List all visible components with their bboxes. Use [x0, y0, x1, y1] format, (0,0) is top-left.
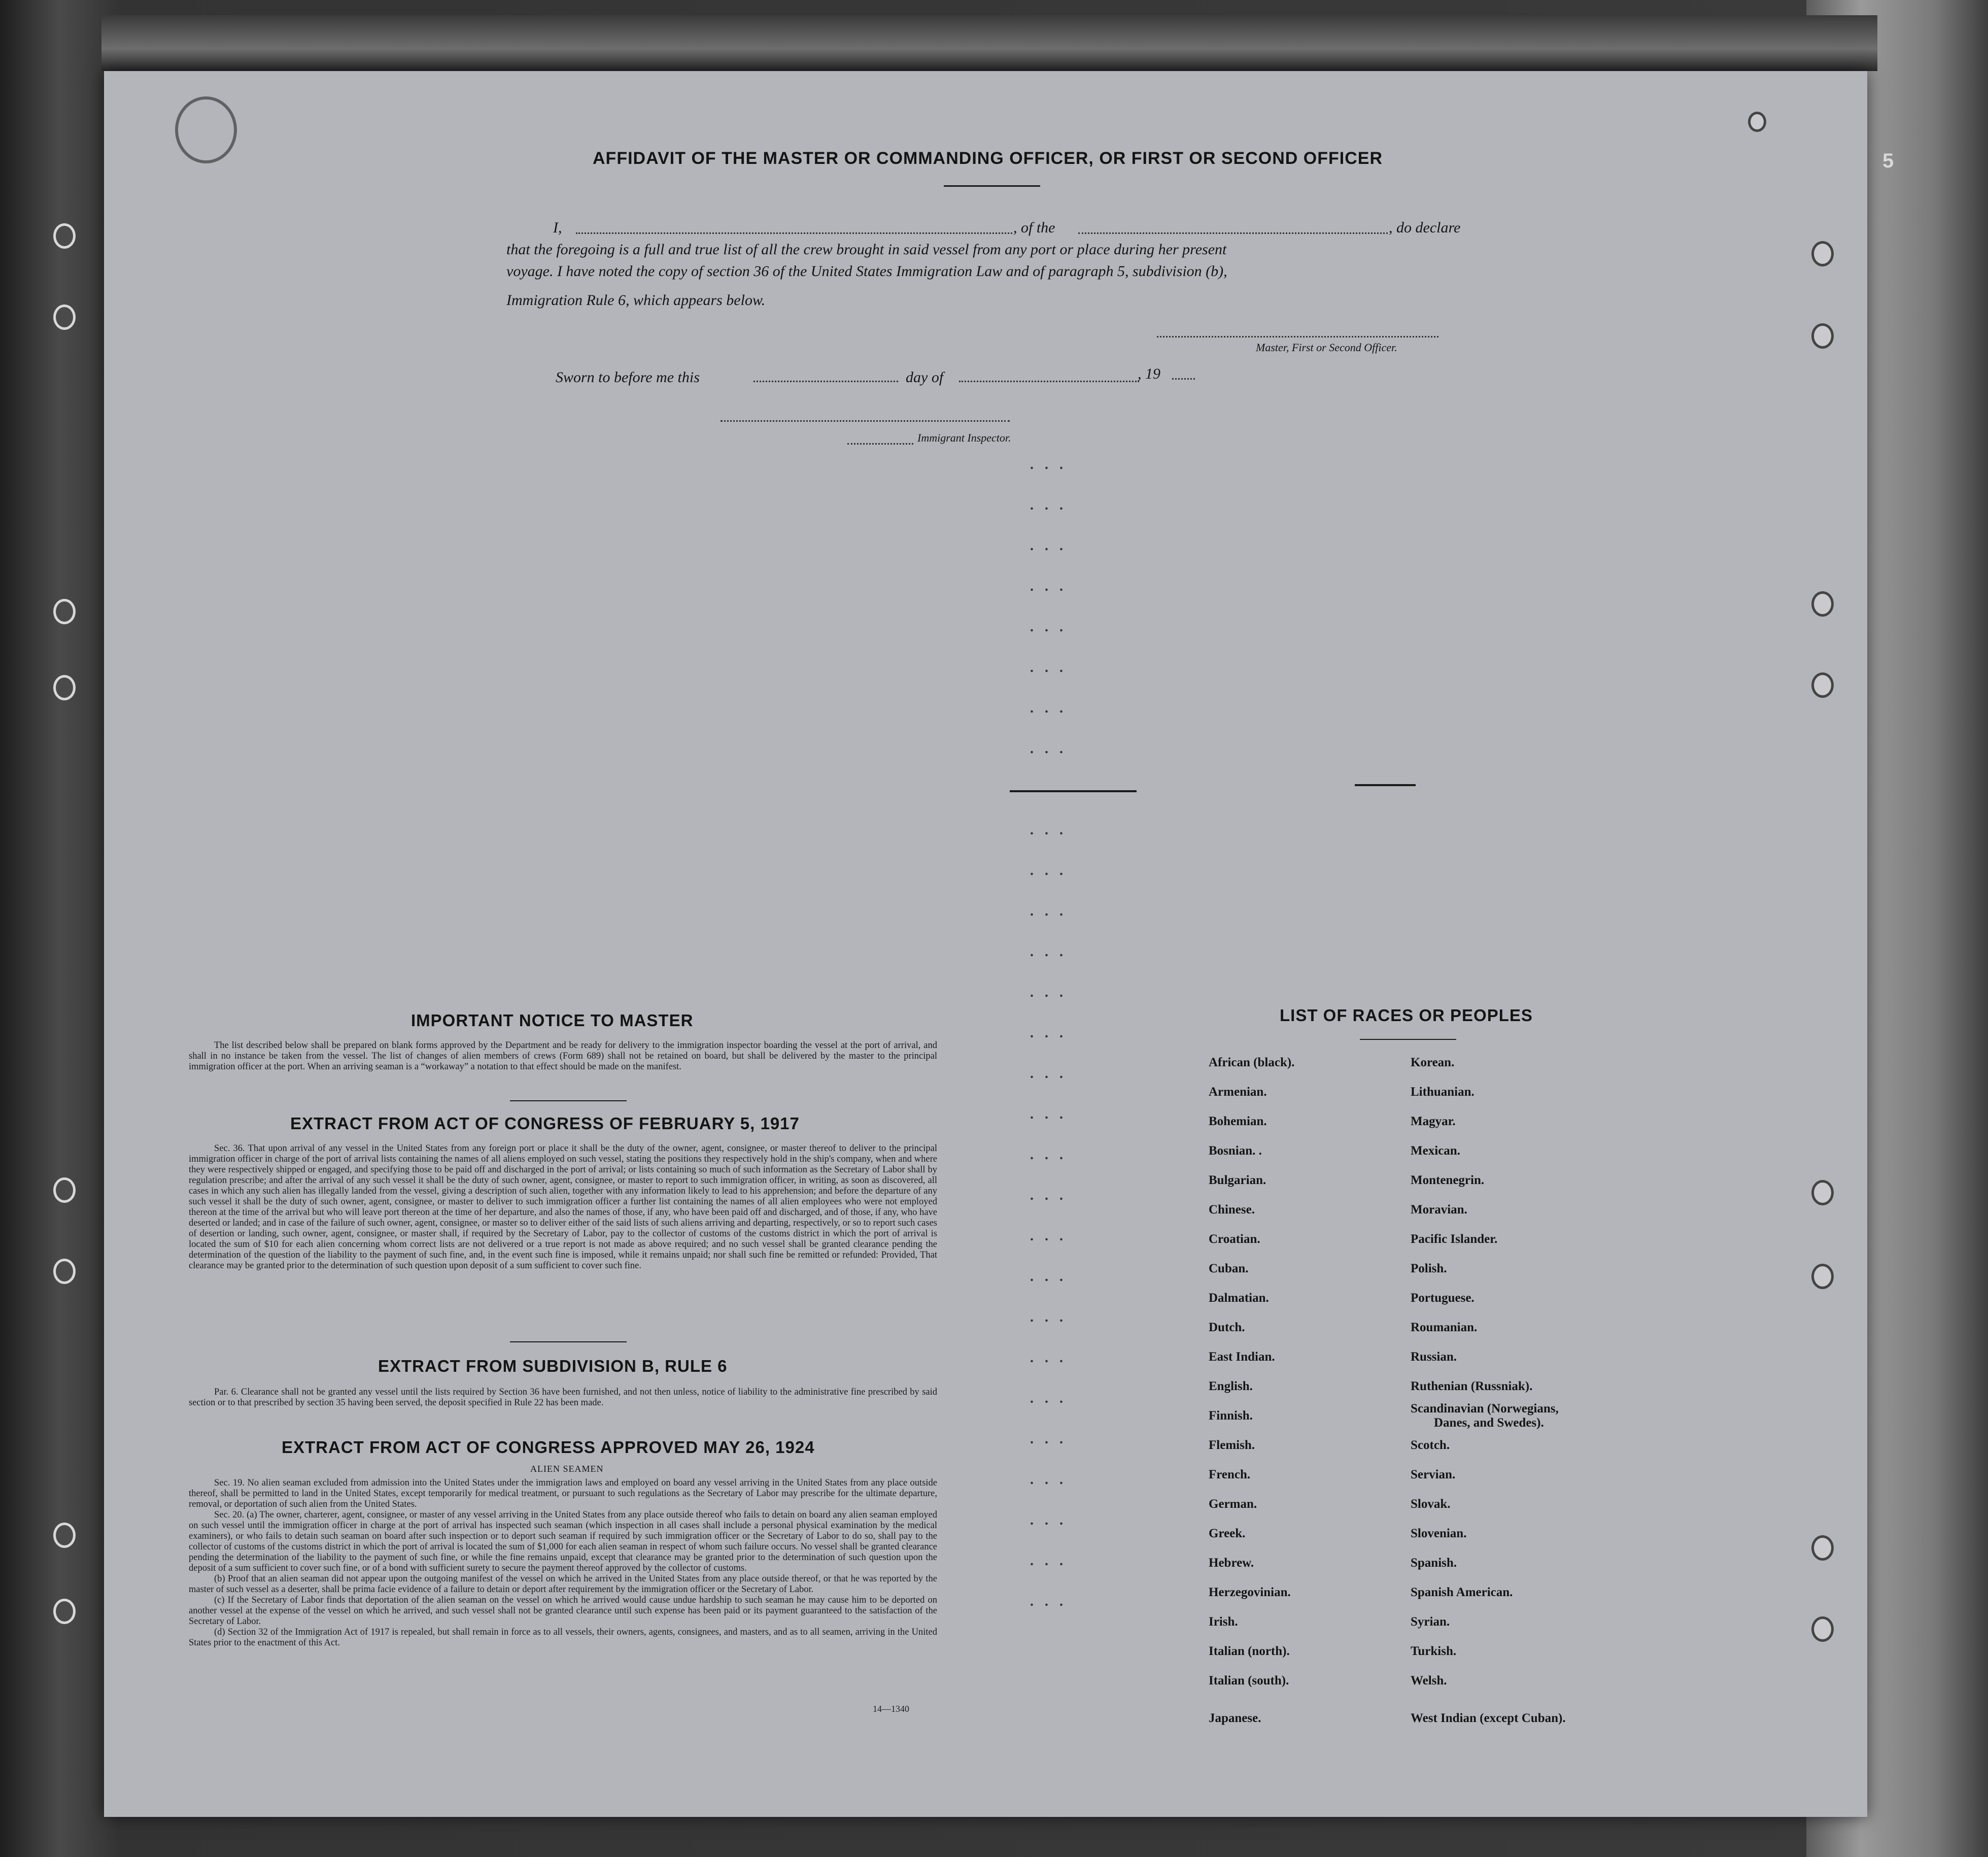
- dot-leader: ...: [1030, 1025, 1074, 1041]
- race-item: Ruthenian (Russniak).: [1411, 1379, 1533, 1393]
- binder-hole-icon: [1811, 241, 1834, 266]
- notice-paragraph: The list described below shall be prepared on blank forms approved by the Department and be ready for delivery to the immigration inspector boarding the vessel at the port of arrival, and shall in no instance be taken from the vessel. The list of changes of alien members of crews (Form 689) shall not be retained on board, but shall be delivered by the master to the principal immigration officer at the port. When an arriving seaman is a “workaway” a notation to that effect should be made on the manifest.: [189, 1040, 937, 1072]
- dot-leader: ...: [1030, 660, 1074, 676]
- race-item: African (black).: [1209, 1056, 1295, 1069]
- affidavit-i: I,: [553, 219, 562, 236]
- race-item: German.: [1209, 1497, 1257, 1511]
- races-rule: [1360, 1039, 1456, 1040]
- extract-1924-title: EXTRACT FROM ACT OF CONGRESS APPROVED MAY 26, 1924: [282, 1438, 815, 1457]
- race-item: Magyar.: [1411, 1115, 1456, 1128]
- affidavit-declare: , do declare: [1389, 219, 1461, 236]
- race-item: Montenegrin.: [1411, 1173, 1485, 1187]
- master-name-field[interactable]: [576, 232, 1012, 234]
- binder-hole-icon: [1811, 1264, 1834, 1289]
- race-item: Spanish American.: [1411, 1585, 1513, 1599]
- sworn-prefix: Sworn to before me this: [556, 369, 700, 386]
- race-item: Hebrew.: [1209, 1556, 1254, 1570]
- race-item: Dalmatian.: [1209, 1291, 1269, 1305]
- dot-leader: ...: [1030, 497, 1074, 513]
- binder-hole-icon: [53, 599, 76, 624]
- sworn-day-of: day of: [906, 369, 944, 386]
- race-item: Servian.: [1411, 1468, 1456, 1481]
- race-item: Mexican.: [1411, 1144, 1460, 1158]
- sec-20a-paragraph: Sec. 20. (a) The owner, charterer, agent, consignee, or master of any vessel arriving in the United States from any place outside thereof who fails to detain on board any alien seaman employed on such vessel until the immigration officer in charge at the port of arrival has inspected such seaman (which inspection in all cases shall include a personal physical examination by the medical examiners), or who fails to detain such seaman on board after such inspection or to deport such seaman if required by such immigration officer or the Secretary of Labor to do so, shall pay to the collector of customs of the customs district in which the port of arrival is located the sum of $1,000 for each alien seaman in respect of whom such failure occurs. No vessel shall be granted clearance pending the determination of the liability to the payment of such fine, or while the fine remains unpaid, except that clearance may be granted prior to the determination of such question upon the deposit of a sum sufficient to cover such fine, or of a bond with sufficient surety to secure the payment thereof approved by the collector of customs.: [189, 1510, 937, 1573]
- binder-hole-icon: [53, 305, 76, 330]
- race-item: Moravian.: [1411, 1203, 1467, 1217]
- punch-hole-icon: [1748, 112, 1766, 132]
- race-item: Irish.: [1209, 1615, 1238, 1629]
- extract-1924-body: [189, 1478, 937, 1648]
- race-item: Polish.: [1411, 1262, 1447, 1275]
- affidavit-title: AFFIDAVIT OF THE MASTER OR COMMANDING OFFICER, OR FIRST OR SECOND OFFICER: [593, 149, 1383, 168]
- race-item: Japanese.: [1209, 1711, 1261, 1725]
- section-rule: [510, 1100, 627, 1101]
- race-item: East Indian.: [1209, 1350, 1275, 1364]
- subdivision-b-body: [189, 1387, 937, 1408]
- race-item: Scandinavian (Norwegians,: [1411, 1402, 1559, 1415]
- binder-hole-icon: [53, 1259, 76, 1284]
- sec-19-paragraph: Sec. 19. No alien seaman excluded from admission into the United States under the immigration laws and employed on board any vessel arriving in the United States from any place outside thereof, shall be permitted to land in the United States, except temporarily for medical treatment, or pursuant to such regulations as the Secretary of Labor may prescribe for the ultimate departure, removal, or deportation of such alien from the United States.: [189, 1478, 937, 1509]
- notice-body: [189, 1040, 937, 1072]
- dot-leader: ...: [1030, 1269, 1074, 1285]
- race-item: Korean.: [1411, 1056, 1455, 1069]
- dot-leader: ...: [1030, 1472, 1074, 1488]
- binder-hole-icon: [53, 1599, 76, 1624]
- inspector-signature-field[interactable]: [721, 420, 1010, 422]
- binder-hole-icon: [53, 223, 76, 249]
- race-item: Spanish.: [1411, 1556, 1457, 1570]
- page-number: 5: [1882, 150, 1895, 172]
- dot-leader: ...: [1030, 1066, 1074, 1082]
- binder-hole-icon: [1811, 1180, 1834, 1205]
- race-item: Russian.: [1411, 1350, 1457, 1364]
- binder-hole-icon: [1811, 591, 1834, 617]
- affidavit-line-2: that the foregoing is a full and true list of all the crew brought in said vessel from any port or place during her present: [506, 241, 1227, 258]
- binder-hole-icon: [53, 1177, 76, 1203]
- sec-20c-paragraph: (c) If the Secretary of Labor finds that deportation of the alien seaman on the vessel on which he arrived would cause undue hardship to such seaman he may cause him to be deported on another vessel at the expense of the vessel on which he arrived, and such vessel shall not be granted clearance until such expense has been paid or its payment guaranteed to the satisfaction of the Secretary of Labor.: [189, 1595, 937, 1627]
- race-item: Bosnian. .: [1209, 1144, 1262, 1158]
- race-item: Portuguese.: [1411, 1291, 1475, 1305]
- binder-hole-icon: [1811, 1616, 1834, 1642]
- binder-hole-icon: [1811, 323, 1834, 349]
- subdivision-b-title: EXTRACT FROM SUBDIVISION B, RULE 6: [378, 1357, 728, 1375]
- stamp-icon: [175, 96, 237, 163]
- sec-20d-paragraph: (d) Section 32 of the Immigration Act of 1917 is repealed, but shall remain in force as to all vessels, their owners, agents, consignees, and masters, and as to all seamen, arriving in the United States prior to the enactment of this Act.: [189, 1627, 937, 1648]
- race-item: Welsh.: [1411, 1674, 1447, 1687]
- race-item: Flemish.: [1209, 1438, 1255, 1452]
- dot-leader: ...: [1030, 1147, 1074, 1163]
- dot-leader: ...: [1030, 1553, 1074, 1569]
- race-item: Turkish.: [1411, 1644, 1457, 1658]
- dot-leader: ...: [1030, 538, 1074, 554]
- dot-leader: ...: [1030, 1350, 1074, 1366]
- dot-leader: ...: [1030, 863, 1074, 879]
- dot-leader: ...: [1030, 985, 1074, 1000]
- dot-leader: ...: [1030, 1431, 1074, 1447]
- dot-leader: ...: [1030, 1309, 1074, 1325]
- race-item: Scotch.: [1411, 1438, 1450, 1452]
- form-number: 14—1340: [873, 1704, 909, 1714]
- race-item: Slovenian.: [1411, 1527, 1467, 1540]
- race-item: Bulgarian.: [1209, 1173, 1266, 1187]
- dot-leader: ...: [1030, 741, 1074, 757]
- dot-leader: ...: [1030, 944, 1074, 960]
- race-item: Bohemian.: [1209, 1115, 1267, 1128]
- races-title: LIST OF RACES OR PEOPLES: [1280, 1006, 1533, 1025]
- sworn-year-field[interactable]: [1172, 378, 1195, 380]
- affidavit-line-4: Immigration Rule 6, which appears below.: [506, 292, 766, 309]
- sworn-year: , 19: [1138, 365, 1160, 382]
- race-item: Slovak.: [1411, 1497, 1451, 1511]
- extract-1917-title: EXTRACT FROM ACT OF CONGRESS OF FEBRUARY 5, 1917: [290, 1114, 800, 1133]
- race-item: Italian (north).: [1209, 1644, 1290, 1658]
- dot-leader: ...: [1030, 1594, 1074, 1609]
- race-item: Lithuanian.: [1411, 1085, 1475, 1099]
- dot-leader: ...: [1030, 1106, 1074, 1122]
- officer-signature-field[interactable]: [1157, 336, 1438, 337]
- alien-seamen-subtitle: ALIEN SEAMEN: [530, 1464, 604, 1474]
- binder-hole-icon: [1811, 672, 1834, 698]
- extract-1917-body: [189, 1143, 937, 1271]
- binder-hole-icon: [1811, 1535, 1834, 1561]
- separator-mark: [1010, 790, 1137, 792]
- race-item: Armenian.: [1209, 1085, 1267, 1099]
- binder-hole-icon: [53, 675, 76, 700]
- race-item: Dutch.: [1209, 1321, 1245, 1334]
- race-item: Italian (south).: [1209, 1674, 1289, 1687]
- race-item: Croatian.: [1209, 1232, 1260, 1246]
- inspector-dash: [847, 443, 913, 445]
- officer-signature-label: Master, First or Second Officer.: [1256, 341, 1397, 354]
- dot-leader: ...: [1030, 903, 1074, 919]
- sec-36-paragraph: Sec. 36. That upon arrival of any vessel in the United States from any foreign port or place it shall be the duty of the owner, agent, consignee, or master thereof to deliver to the principal immigration officer in charge of the port of arrival lists containing the names of all aliens employed on such vessel, stating the positions they respectively hold in the ship's company, when and where they were respectively shipped or engaged, and specifying those to be paid off and discharged in the port of arrival; or lists containing so much of such information as the Secretary of Labor shall by regulation prescribe; and after the arrival of any such vessel it shall be the duty of such owner, agent, consignee, or master to report to such immigration officer, in writing, as soon as discovered, all cases in which any such alien has illegally landed from the vessel, giving a description of such alien, together with any information likely to lead to his apprehension; and before the departure of any such vessel it shall be the duty of such owner, agent, consignee, or master to deliver to such immigration officer a further list containing the names of all alien employees who were not employed thereon at the time of the arrival but who will leave port thereon at the time of her departure, and also the names of those, if any, who have been paid off and discharged, and of those, if any, who have deserted or landed; and in case of the failure of such owner, agent, consignee, or master so to deliver either of the said lists of such aliens arriving and departing, respectively, or so to report such cases of desertion or landing, such owner, agent, consignee, or master shall, if required by the Secretary of Labor, pay to the collector of customs of the customs district in which the port of arrival is located the sum of $10 for each alien concerning whom correct lists are not delivered or a true report is not made as above required; and no such vessel shall be granted clearance pending the determination of the question of the liability to the payment of such fine, and, in the event such fine is imposed, while it remains unpaid; nor shall such fine be remitted or refunded: Provided, That clearance may be granted prior to the determination of such question upon deposit of a sum sufficient to cover such fine.: [189, 1143, 938, 1271]
- section-rule: [510, 1341, 627, 1342]
- dot-leader: ...: [1030, 1391, 1074, 1406]
- affidavit-line-3: voyage. I have noted the copy of section 36 of the United States Immigration Law and of paragraph 5, subdivision (b),: [506, 263, 1227, 280]
- race-item: Cuban.: [1209, 1262, 1249, 1275]
- dot-leader: ...: [1030, 700, 1074, 716]
- race-item: English.: [1209, 1379, 1253, 1393]
- race-item: Greek.: [1209, 1527, 1246, 1540]
- dot-leader: ...: [1030, 1188, 1074, 1203]
- race-item: West Indian (except Cuban).: [1411, 1711, 1566, 1725]
- notice-title: IMPORTANT NOTICE TO MASTER: [411, 1011, 694, 1030]
- binding-edge: [101, 15, 1877, 71]
- sworn-date-field[interactable]: [753, 381, 898, 382]
- race-item-continued: Danes, and Swedes).: [1434, 1416, 1544, 1430]
- dot-leader: ...: [1030, 619, 1074, 635]
- vessel-name-field[interactable]: [1078, 232, 1388, 234]
- affidavit-of-the: , of the: [1013, 219, 1055, 236]
- dot-leader: ...: [1030, 822, 1074, 838]
- inspector-label: Immigrant Inspector.: [917, 431, 1011, 444]
- title-rule: [944, 185, 1040, 187]
- race-item: Chinese.: [1209, 1203, 1255, 1217]
- separator-mark: [1355, 784, 1416, 786]
- dot-leader: ...: [1030, 1228, 1074, 1244]
- dot-leader: ...: [1030, 457, 1074, 472]
- race-item: Roumanian.: [1411, 1321, 1478, 1334]
- race-item: French.: [1209, 1468, 1251, 1481]
- dot-leader: ...: [1030, 1512, 1074, 1528]
- dot-leader: ...: [1030, 579, 1074, 594]
- binder-hole-icon: [53, 1523, 76, 1548]
- race-item: Finnish.: [1209, 1409, 1253, 1423]
- race-item: Herzegovinian.: [1209, 1585, 1291, 1599]
- sec-20b-paragraph: (b) Proof that an alien seaman did not appear upon the outgoing manifest of the vessel on which he arrived in the United States from any place outside thereof, or that he was reported by the master of such vessel as a deserter, shall be prima facie evidence of a failure to detain or deport after requirement by the immigration officer or the Secretary of Labor.: [189, 1574, 937, 1595]
- race-item: Syrian.: [1411, 1615, 1450, 1629]
- par-6-paragraph: Par. 6. Clearance shall not be granted any vessel until the lists required by Section 36 have been furnished, and not then unless, notice of liability to the administrative fine prescribed by said section or to that prescribed by section 35 having been served, the deposit specified in Rule 22 has been made.: [189, 1387, 937, 1408]
- race-item: Pacific Islander.: [1411, 1232, 1498, 1246]
- sworn-month-field[interactable]: [959, 381, 1139, 382]
